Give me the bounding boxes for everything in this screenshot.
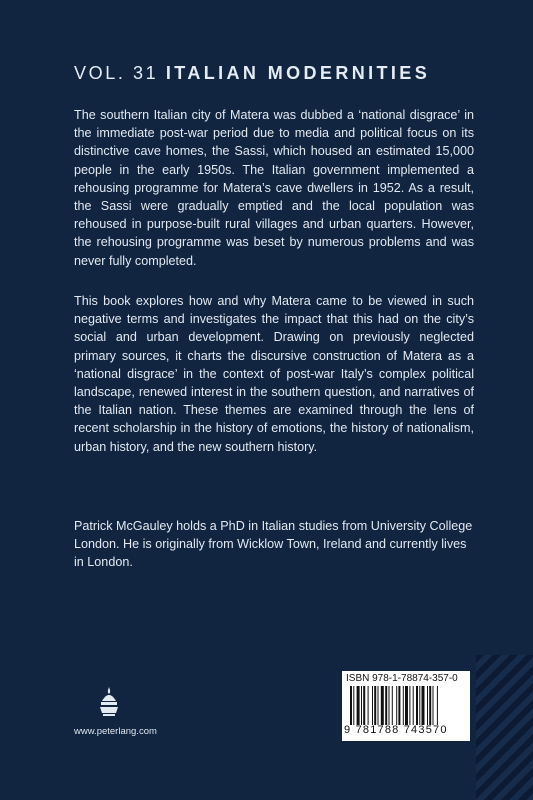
publisher-url: www.peterlang.com [74,726,157,737]
decorative-stripe [476,655,533,800]
isbn-barcode [342,671,470,741]
blurb-paragraph-2: This book explores how and why Matera came to be viewed in such negative terms and investigates the impact that this had on the city’s social and urban development. Drawing on previously neglected primary sources, it charts the discursive construction of Matera as a ‘national disgrace’ in the context of post-war Italy’s complex political landscape, renewed interest in the southern question, and narratives of the Italian nation. These themes are examined through the lens of recent scholarship in the history of emotions, the history of nationalism, urban history, and the new southern history. [74,294,474,454]
author-bio: Patrick McGauley holds a PhD in Italian studies from University College London. He is originally from Wicklow Town, Ireland and currently lives in London. [74,519,473,570]
barcode-digits: 9 781788 743570 [344,724,448,736]
blurb-paragraph-1: The southern Italian city of Matera was dubbed a ‘national disgrace’ in the immediate post-war period due to media and political focus on its distinctive cave homes, the Sassi, which housed an estimated 15,000 people in the early 1950s. The Italian government implemented a rehousing programme for Matera’s cave dwellers in 1952. As a result, the Sassi were gradually emptied and the local population was rehoused in purpose-built rural villages and urban quarters. However, the rehousing programme was beset by numerous problems and was never fully completed. [74,108,474,268]
peter-lang-logo-icon [98,686,120,720]
series-volume: VOL. 31 [74,63,159,83]
barcode-bars [350,686,464,725]
series-title: ITALIAN MODERNITIES [165,63,431,83]
isbn-label: ISBN 978-1-78874-357-0 [346,673,458,684]
series-header [74,63,494,84]
